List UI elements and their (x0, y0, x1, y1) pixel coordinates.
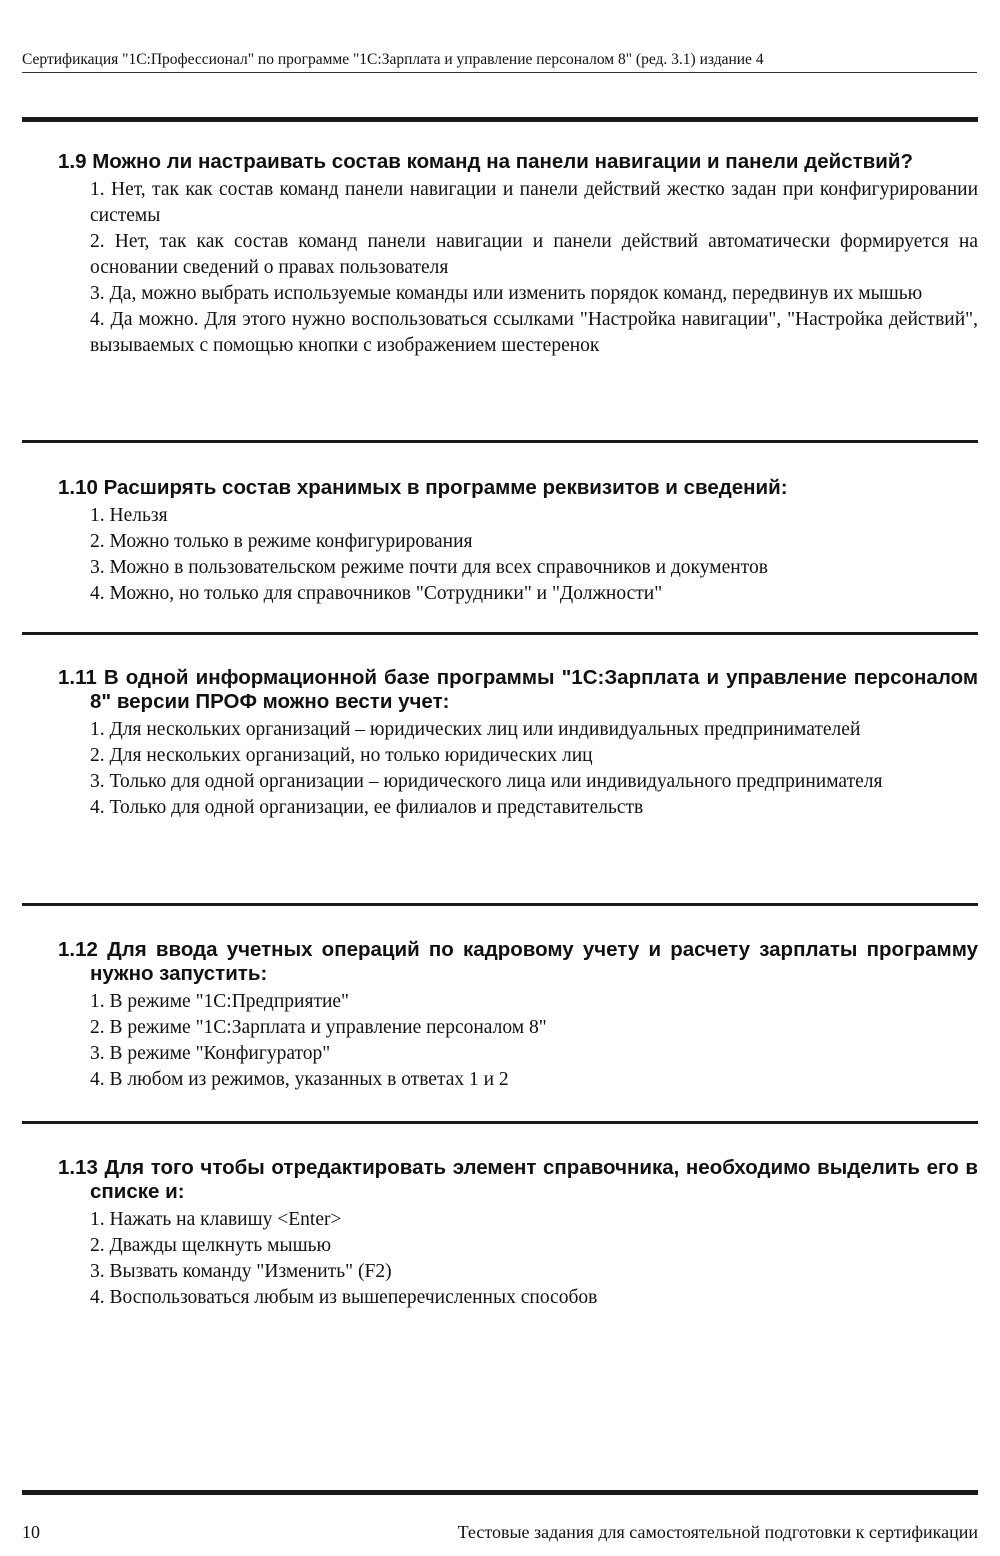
answer-list (90, 177, 978, 359)
answer-option: 4. Можно, но только для справочников "Сотрудники" и "Должности" (90, 583, 663, 604)
answer-option: 1. Для нескольких организаций – юридических лиц или индивидуальных предпринимателей (90, 719, 861, 740)
question-block (58, 666, 978, 821)
answer-list (90, 717, 978, 821)
answer-option: 2. В режиме "1С:Зарплата и управление персоналом 8" (90, 1017, 547, 1038)
answer-option: 4. Да можно. Для этого нужно воспользоваться ссылками "Настройка навигации", "Настройка действий", вызываемых с помощью кнопки с изображением шестеренок (90, 309, 978, 356)
question-title: 1.13 Для того чтобы отредактировать элемент справочника, необходимо выделить его в списке и: (58, 1156, 978, 1203)
answer-list (90, 1207, 978, 1311)
section-divider (22, 440, 978, 443)
answer-list (90, 989, 978, 1093)
answer-option: 1. В режиме "1С:Предприятие" (90, 991, 350, 1012)
answer-option: 4. Только для одной организации, ее филиалов и представительств (90, 797, 644, 818)
question-block (58, 938, 978, 1093)
answer-option: 3. Да, можно выбрать используемые команды или изменить порядок команд, передвинув их мышью (90, 283, 923, 304)
page-footer (22, 1520, 978, 1544)
question-block (58, 1156, 978, 1311)
answer-option: 2. Можно только в режиме конфигурирования (90, 531, 473, 552)
answer-option: 3. В режиме "Конфигуратор" (90, 1043, 331, 1064)
question-title: 1.11 В одной информационной базе программы "1С:Зарплата и управление персоналом 8" версии ПРОФ можно вести учет: (58, 666, 978, 713)
answer-option: 3. Можно в пользовательском режиме почти для всех справочников и документов (90, 557, 768, 578)
question-block (58, 476, 978, 607)
answer-list (90, 503, 978, 607)
answer-option: 2. Нет, так как состав команд панели навигации и панели действий автоматически формируется на основании сведений о правах пользователя (90, 231, 978, 278)
answer-option: 4. Воспользоваться любым из вышеперечисленных способов (90, 1287, 598, 1308)
running-header: Сертификация "1С:Профессионал" по программе "1С:Зарплата и управление персоналом 8" (ред. 3.1) издание 4 (22, 50, 977, 73)
question-title: 1.10 Расширять состав хранимых в программе реквизитов и сведений: (58, 476, 788, 499)
question-title: 1.12 Для ввода учетных операций по кадровому учету и расчету зарплаты программу нужно запустить: (58, 938, 978, 985)
question-block (58, 150, 978, 359)
section-divider (22, 903, 978, 906)
answer-option: 2. Дважды щелкнуть мышью (90, 1235, 332, 1256)
page-number: 10 (22, 1522, 40, 1542)
section-divider (22, 632, 978, 635)
answer-option: 4. В любом из режимов, указанных в ответах 1 и 2 (90, 1069, 509, 1090)
question-title: 1.9 Можно ли настраивать состав команд на панели навигации и панели действий? (58, 150, 913, 173)
answer-option: 1. Нет, так как состав команд панели навигации и панели действий жестко задан при конфигурировании системы (90, 179, 978, 226)
answer-option: 2. Для нескольких организаций, но только юридических лиц (90, 745, 593, 766)
answer-option: 1. Нельзя (90, 505, 168, 526)
answer-option: 3. Вызвать команду "Изменить" (F2) (90, 1261, 392, 1282)
section-divider (22, 1121, 978, 1124)
answer-option: 3. Только для одной организации – юридического лица или индивидуального предпринимателя (90, 771, 883, 792)
footer-book-title: Тестовые задания для самостоятельной подготовки к сертификации (457, 1522, 978, 1542)
footer-divider (22, 1490, 978, 1495)
answer-option: 1. Нажать на клавишу <Enter> (90, 1209, 342, 1230)
section-divider (22, 117, 978, 122)
